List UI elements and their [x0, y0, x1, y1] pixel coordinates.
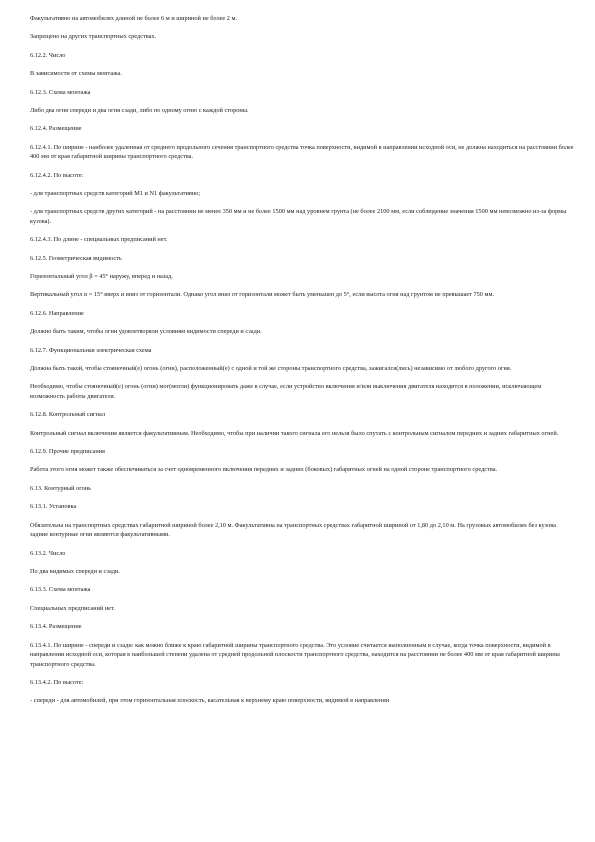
section-heading: 6.12.3. Схема монтажа [30, 88, 91, 96]
section-heading: 6.12.7. Функциональная электрическая схема [30, 346, 152, 354]
section-heading: 6.12.8. Контрольный сигнал [30, 411, 106, 419]
section-heading: 6.12.4.2. По высоте: [30, 171, 84, 179]
paragraph: Необходимо, чтобы стояночный(е) огонь (огни) мог(могли) функционировать даже в случае, если устройство включения и/или выключения двигателя находится в положении, исключающем возможность работы двигателя. [30, 383, 542, 400]
section-heading: 6.13.2. Число [30, 549, 66, 557]
section-heading: 6.13.3. Схема монтажа [30, 586, 91, 594]
paragraph: Должно быть таким, чтобы огни удовлетворяли условиям видимости спереди и сзади. [30, 328, 262, 336]
paragraph: Обязательна на транспортных средствах габаритной шириной более 2,10 м. Факультативна на транспортных средствах габаритной шириной от 1,80 до 2,10 м. На грузовых автомобилях без кузова задние контурные огни являются факультативными. [30, 521, 556, 539]
paragraph: Либо два огня спереди и два огня сзади, либо по одному огню с каждой стороны. [30, 106, 249, 114]
paragraph: Факультативно на автомобилях длиной не более 6 м и шириной не более 2 м. [30, 15, 238, 22]
paragraph: 6.12.4.1. По ширине - наиболее удаленная от среднего продольного сечения транспортного средства точка поверхности, видимой в направлении исходной оси, не должна находиться на расстоянии более 400 мм от края габаритной ширины транспортного средства. [30, 143, 574, 161]
section-heading: 6.12.2. Число [30, 51, 66, 59]
paragraph: Специальных предписаний нет. [30, 604, 115, 612]
paragraph: - для транспортных средств категорий M1 и N1 факультативно; [30, 190, 201, 198]
section-heading: 6.13. Контурный огонь [30, 484, 92, 492]
paragraph: В зависимости от схемы монтажа. [30, 70, 122, 78]
section-heading: 6.12.5. Геометрическая видимость [30, 254, 122, 262]
section-heading: 6.12.6. Направление [30, 309, 84, 317]
paragraph: Должна быть такой, чтобы стояночный(е) огонь (огни), расположенный(е) с одной и той же стороны транспортного средства, зажигался(лись) независимо от любого другого огня. [30, 365, 512, 373]
paragraph: Горизонтальный угол β = 45° наружу, вперед и назад. [30, 273, 173, 281]
paragraph: - для транспортных средств других категорий - на расстоянии не менее 350 мм и не более 1500 мм над уровнем грунта (не более 2100 мм, если соблюдение значения 1500 мм невозможно из-за формы кузова). [30, 208, 567, 225]
section-heading: 6.13.1. Установка [30, 503, 77, 511]
paragraph: Вертикальный угол α = 15° вверх и вниз от горизонтали. Однако угол вниз от горизонтали может быть уменьшен до 5°, если высота огня над грунтом не превышает 750 мм. [30, 291, 495, 299]
paragraph: По два видимых спереди и сзади. [30, 567, 120, 575]
paragraph: Работа этого огня может также обеспечиваться за счет одновременного включения передних и задних (боковых) габаритных огней на одной стороне транспортного средства. [30, 466, 498, 474]
section-heading: 6.13.4.2. По высоте: [30, 678, 84, 686]
section-heading: 6.12.4. Размещение [30, 125, 82, 133]
paragraph: - спереди - для автомобилей, при этом горизонтальная плоскость, касательная к верхнему краю поверхности, видимой в направлении [30, 697, 390, 705]
section-heading: 6.13.4. Размещение [30, 623, 82, 631]
paragraph: Запрещено на других транспортных средствах. [30, 33, 157, 41]
paragraph: 6.12.4.3. По длине - специальных предписаний нет. [30, 236, 168, 244]
paragraph: Контрольный сигнал включения является факультативным. Необходимо, чтобы при наличии такого сигнала его нельзя было спутать с контрольным сигналом передних и задних габаритных огней. [30, 429, 559, 437]
paragraph: 6.13.4.1. По ширине - спереди и сзади: как можно ближе к краю габаритной ширины транспортного средства. Это условие считается выполненным в случае, когда точка поверхности, видимой в направлении исходной оси, которая в наибольшей степени удалена от средней продольной плоскости транспортного средства, находится на расстоянии не более 400 мм от края габаритной ширины транспортного средства. [30, 641, 560, 668]
section-heading: 6.12.9. Прочие предписания [30, 448, 105, 456]
